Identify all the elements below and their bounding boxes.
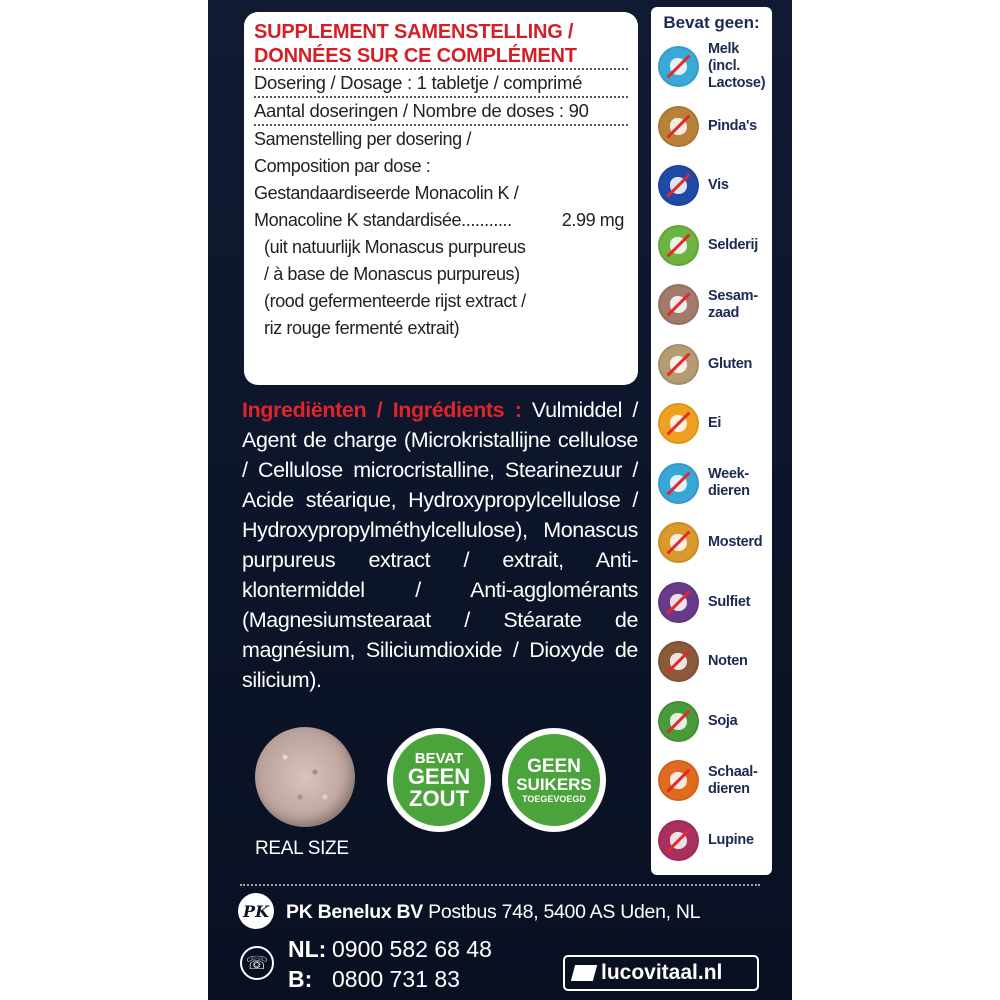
phone-icon: ☏ [240, 946, 274, 980]
allergen-name: Week- dieren [708, 466, 750, 500]
allergen-name: Lupine [708, 831, 754, 848]
composition-line: Samenstelling per dosering / [254, 129, 471, 149]
composition-line: (rood gefermenteerde rijst extract / [264, 291, 526, 311]
allergen-item [651, 632, 772, 692]
soy-icon [658, 701, 699, 742]
no-sugar-badge [502, 728, 606, 832]
phone-number: 0900 582 68 48 [332, 936, 492, 962]
wheat-icon [658, 344, 699, 385]
allergen-item [651, 454, 772, 514]
footer-divider [240, 884, 760, 886]
supplement-facts-box [244, 12, 638, 385]
allergen-name: Gluten [708, 355, 753, 372]
allergen-item [651, 394, 772, 454]
composition-line: (uit natuurlijk Monascus purpureus [264, 237, 526, 257]
crustacean-icon [658, 760, 699, 801]
company-address [286, 901, 700, 924]
allergen-item [651, 513, 772, 573]
company-postal: Postbus 748, 5400 AS Uden, NL [428, 901, 701, 923]
monacolin-label: Monacoline K standardisée........... [254, 210, 512, 230]
website-link[interactable] [563, 955, 759, 991]
allergen-item [651, 573, 772, 633]
allergen-item [651, 156, 772, 216]
allergen-item [651, 275, 772, 335]
tablet-caption: REAL SIZE [255, 838, 349, 859]
allergen-title: Bevat geen: [663, 13, 760, 32]
allergen-name: Schaal- dieren [708, 763, 758, 797]
tablet-image [255, 727, 355, 827]
ingredients-list: Vulmiddel / Agent de charge (Microkristallijne cellulose / Cellulose microcristalline, Stearinezuur / Acide stéarique, Hydroxypropylcellulose / Hydroxypropylméthylcellulose), Monascus purpureus extract / extrait, Anti-klontermiddel / Anti-agglomérants (Magnesiumstearaat / Stéarate de magnésium, Siliciumdioxide / Dioxyde de silicium). [242, 398, 638, 692]
allergen-item [651, 37, 772, 97]
allergen-item [651, 751, 772, 811]
badge-line: ZOUT [409, 785, 469, 811]
phone-label: NL: [288, 936, 327, 962]
phone-row-nl [288, 934, 492, 964]
ingredients-title: Ingrediënten / Ingrédients : [242, 398, 522, 422]
sesame-icon [658, 284, 699, 325]
doses-row: Aantal doseringen / Nombre de doses : 90 [254, 96, 628, 124]
allergen-list [651, 37, 772, 870]
facts-title [254, 20, 628, 68]
badge-line: GEEN [407, 763, 471, 789]
peanut-icon [658, 106, 699, 147]
facts-title-line2: DONNÉES SUR CE COMPLÉMENT [254, 45, 577, 67]
ingredients-text [242, 395, 638, 695]
allergen-name: Melk (incl. Lactose) [708, 41, 766, 92]
company-name: PK Benelux BV [286, 901, 423, 923]
company-logo-icon: PK [238, 893, 274, 929]
mustard-icon [658, 522, 699, 563]
milk-icon [658, 46, 699, 87]
sulfite-icon [658, 582, 699, 623]
phone-row-b [288, 964, 492, 994]
allergen-name: Vis [708, 177, 729, 194]
allergen-item [651, 692, 772, 752]
allergen-name: Ei [708, 415, 722, 432]
allergen-name: Pinda's [708, 117, 757, 134]
phone-number: 0800 731 83 [332, 966, 460, 992]
allergen-item [651, 811, 772, 871]
allergen-item [651, 216, 772, 276]
allergen-name: Sulfiet [708, 593, 751, 610]
badge-inner [508, 734, 600, 826]
monacolin-value: 2.99 mg [561, 210, 624, 230]
celery-icon [658, 225, 699, 266]
allergen-name: Soja [708, 712, 738, 729]
composition-block [254, 124, 628, 342]
composition-line: riz rouge fermenté extrait) [264, 318, 460, 338]
allergen-name: Mosterd [708, 534, 763, 551]
shell-icon [658, 463, 699, 504]
dosage-row: Dosering / Dosage : 1 tabletje / comprimé [254, 68, 628, 96]
allergen-name: Selderij [708, 236, 758, 253]
phone-numbers [288, 934, 492, 994]
badge-line: SUIKERS [516, 774, 592, 794]
composition-line: Composition par dose : [254, 156, 431, 176]
no-salt-badge [387, 728, 491, 832]
badge-line: TOEGEVOEGD [522, 793, 586, 804]
badge-inner [393, 734, 485, 826]
facts-title-line1: SUPPLEMENT SAMENSTELLING / [254, 21, 574, 43]
allergen-panel [651, 7, 772, 875]
website-logo-icon [571, 965, 597, 981]
egg-icon [658, 403, 699, 444]
allergen-name: Sesam- zaad [708, 287, 758, 321]
fish-icon [658, 165, 699, 206]
badge-line: GEEN [527, 755, 581, 777]
phone-label: B: [288, 966, 313, 992]
allergen-name: Noten [708, 653, 748, 670]
website-text: lucovitaal.nl [601, 961, 723, 984]
allergen-item [651, 335, 772, 395]
nut-icon [658, 641, 699, 682]
badge-line: BEVAT [414, 749, 464, 767]
lupin-icon [658, 820, 699, 861]
composition-line: Gestandaardiseerde Monacolin K / [254, 183, 519, 203]
composition-line: / à base de Monascus purpureus) [264, 264, 520, 284]
monacolin-row [254, 207, 628, 234]
allergen-item [651, 97, 772, 157]
